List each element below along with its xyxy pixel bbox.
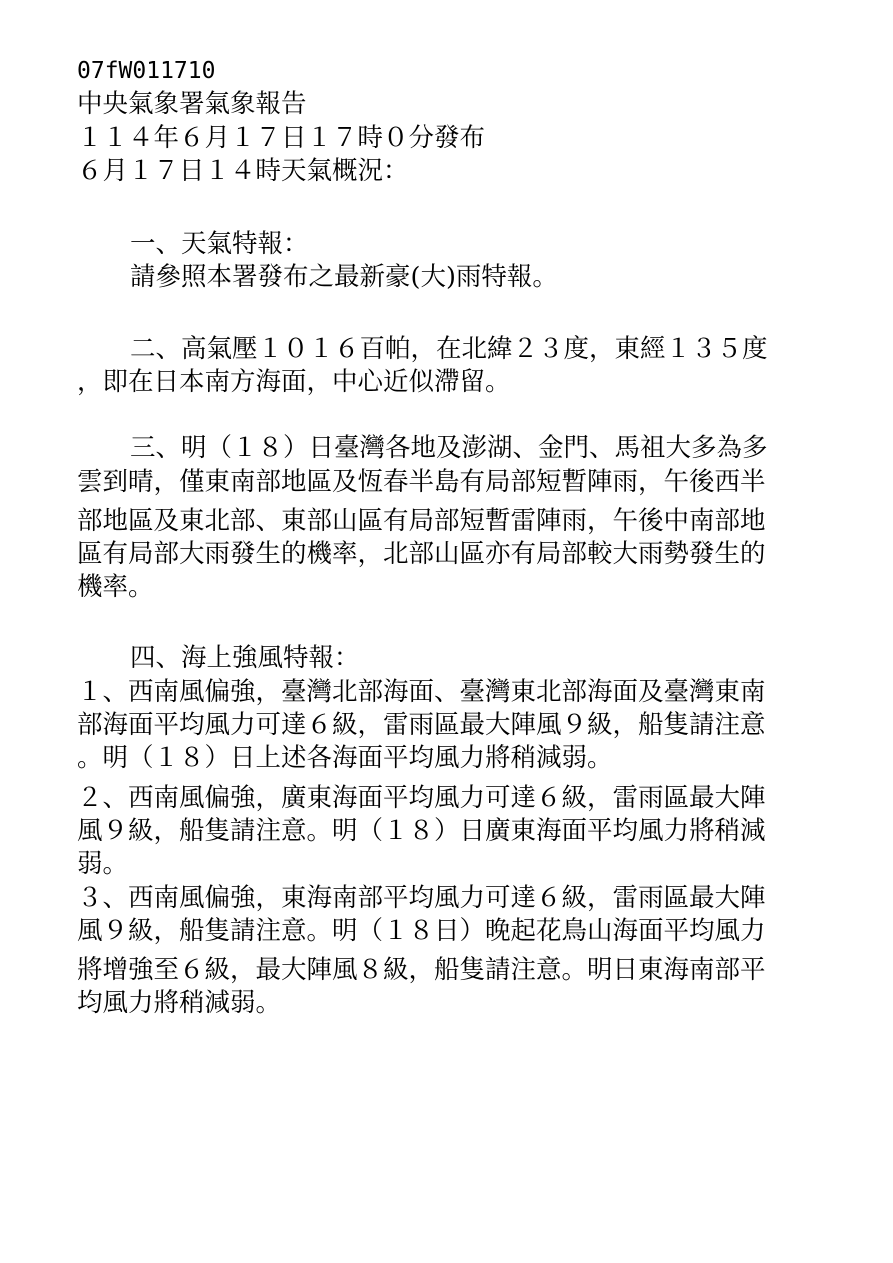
section-4-item-3-line-3: 將增強至６級，最大陣風８級，船隻請注意。明日東海南部平 <box>77 955 766 985</box>
section-4-item-1-line-3: 。明（１８）日上述各海面平均風力將稍減弱。 <box>77 743 613 773</box>
section-2-line-1: 二、高氣壓１０１６百帕，在北緯２３度，東經１３５度 <box>130 334 768 364</box>
section-3-line-3: 部地區及東北部、東部山區有局部短暫雷陣雨，午後中南部地 <box>77 506 766 536</box>
section-1-body: 請參照本署發布之最新豪(大)雨特報。 <box>130 262 558 292</box>
section-4-item-3-line-4: 均風力將稍減弱。 <box>77 988 282 1018</box>
agency-title: 中央氣象署氣象報告 <box>77 89 307 119</box>
section-4-item-2-line-2: 風９級，船隻請注意。明（１８）日廣東海面平均風力將稍減 <box>77 816 766 846</box>
section-4-item-3-line-2: 風９級，船隻請注意。明（１８日）晚起花鳥山海面平均風力 <box>77 916 766 946</box>
section-4-heading: 四、海上強風特報： <box>130 643 360 673</box>
section-4-item-1-line-2: 部海面平均風力可達６級，雷雨區最大陣風９級，船隻請注意 <box>77 710 766 740</box>
document-id: 07fW011710 <box>77 58 216 84</box>
section-4-item-1-line-1: １、西南風偏強，臺灣北部海面、臺灣東北部海面及臺灣東南 <box>77 677 766 707</box>
section-4-item-2-line-3: 弱。 <box>77 849 129 879</box>
section-1-heading: 一、天氣特報： <box>130 229 309 259</box>
section-3-line-2: 雲到晴，僅東南部地區及恆春半島有局部短暫陣雨，午後西半 <box>77 467 766 497</box>
section-3-line-5: 機率。 <box>77 572 154 602</box>
section-2-line-2: ，即在日本南方海面，中心近似滯留。 <box>77 367 511 397</box>
section-4-item-3-line-1: ３、西南風偏強，東海南部平均風力可達６級，雷雨區最大陣 <box>77 883 766 913</box>
section-4-item-2-line-1: ２、西南風偏強，廣東海面平均風力可達６級，雷雨區最大陣 <box>77 783 766 813</box>
section-3-line-1: 三、明（１８）日臺灣各地及澎湖、金門、馬祖大多為多 <box>130 433 768 463</box>
section-3-line-4: 區有局部大雨發生的機率，北部山區亦有局部較大雨勢發生的 <box>77 539 766 569</box>
issue-time: １１４年６月１７日１７時０分發布 <box>77 123 486 153</box>
overview-heading: ６月１７日１４時天氣概況： <box>77 156 409 186</box>
